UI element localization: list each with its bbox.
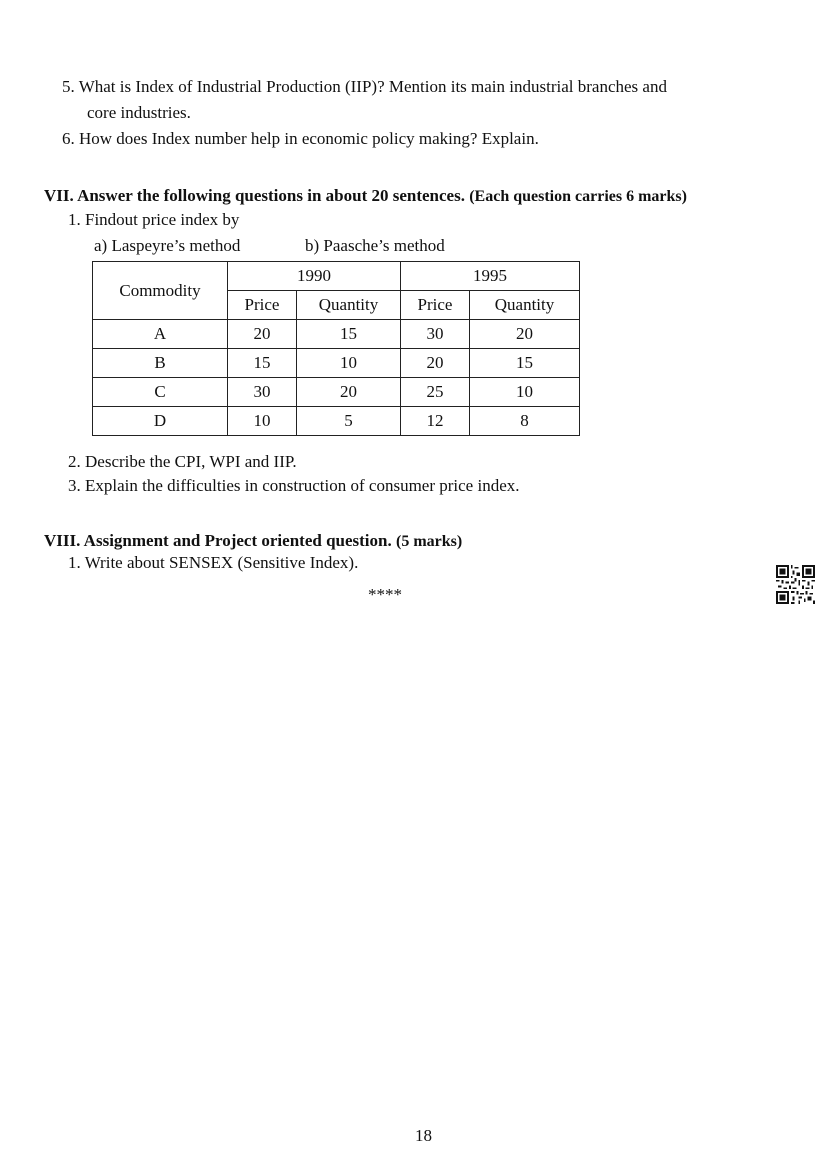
price-1990-cell: 10 bbox=[228, 407, 297, 436]
year-1990-header: 1990 bbox=[228, 262, 401, 291]
page-number: 18 bbox=[415, 1126, 432, 1145]
price-header-1990: Price bbox=[228, 291, 297, 320]
commodity-cell: D bbox=[93, 407, 228, 436]
quantity-1990-cell: 5 bbox=[297, 407, 401, 436]
section-8-marks-note: (5 marks) bbox=[395, 533, 463, 550]
method-b: b) Paasche’s method bbox=[305, 236, 445, 255]
commodity-cell: B bbox=[93, 349, 228, 378]
commodity-cell: C bbox=[93, 378, 228, 407]
table-header-row-years bbox=[93, 262, 580, 291]
price-1995-cell: 30 bbox=[401, 320, 470, 349]
quantity-1995-cell: 15 bbox=[470, 349, 580, 378]
section-7-title: VII. Answer the following questions in about 20 sentences. bbox=[44, 186, 465, 205]
quantity-1995-cell: 8 bbox=[470, 407, 580, 436]
section-7-question-3: 3. Explain the difficulties in construction of consumer price index. bbox=[68, 476, 520, 495]
quantity-header-1995: Quantity bbox=[470, 291, 580, 320]
quantity-1990-cell: 15 bbox=[297, 320, 401, 349]
price-1995-cell: 20 bbox=[401, 349, 470, 378]
section-7-heading bbox=[44, 186, 687, 206]
price-1990-cell: 20 bbox=[228, 320, 297, 349]
question-6: 6. How does Index number help in economic policy making? Explain. bbox=[62, 129, 539, 148]
price-1995-cell: 25 bbox=[401, 378, 470, 407]
commodity-header: Commodity bbox=[93, 262, 228, 320]
price-1990-cell: 15 bbox=[228, 349, 297, 378]
quantity-1995-cell: 10 bbox=[470, 378, 580, 407]
quantity-1990-cell: 20 bbox=[297, 378, 401, 407]
price-quantity-table bbox=[92, 261, 580, 436]
section-7-question-2: 2. Describe the CPI, WPI and IIP. bbox=[68, 452, 297, 471]
table-row bbox=[93, 407, 580, 436]
table-row bbox=[93, 320, 580, 349]
quantity-1995-cell: 20 bbox=[470, 320, 580, 349]
section-8-title: VIII. Assignment and Project oriented question. bbox=[44, 531, 392, 550]
price-header-1995: Price bbox=[401, 291, 470, 320]
section-8-heading bbox=[44, 531, 462, 551]
section-7-marks-note: (Each question carries 6 marks) bbox=[469, 188, 687, 205]
section-8-question-1: 1. Write about SENSEX (Sensitive Index). bbox=[68, 553, 359, 572]
table-row bbox=[93, 378, 580, 407]
end-mark: **** bbox=[368, 585, 402, 604]
quantity-1990-cell: 10 bbox=[297, 349, 401, 378]
method-a: a) Laspeyre’s method bbox=[94, 236, 241, 255]
price-1995-cell: 12 bbox=[401, 407, 470, 436]
commodity-cell: A bbox=[93, 320, 228, 349]
price-1990-cell: 30 bbox=[228, 378, 297, 407]
table-row bbox=[93, 349, 580, 378]
quantity-header-1990: Quantity bbox=[297, 291, 401, 320]
qr-code-icon bbox=[776, 565, 815, 604]
section-7-question-1: 1. Findout price index by bbox=[68, 210, 240, 229]
question-5-line-1: 5. What is Index of Industrial Production (IIP)? Mention its main industrial branches and bbox=[62, 77, 667, 96]
year-1995-header: 1995 bbox=[401, 262, 580, 291]
question-5-line-2: core industries. bbox=[87, 103, 191, 122]
